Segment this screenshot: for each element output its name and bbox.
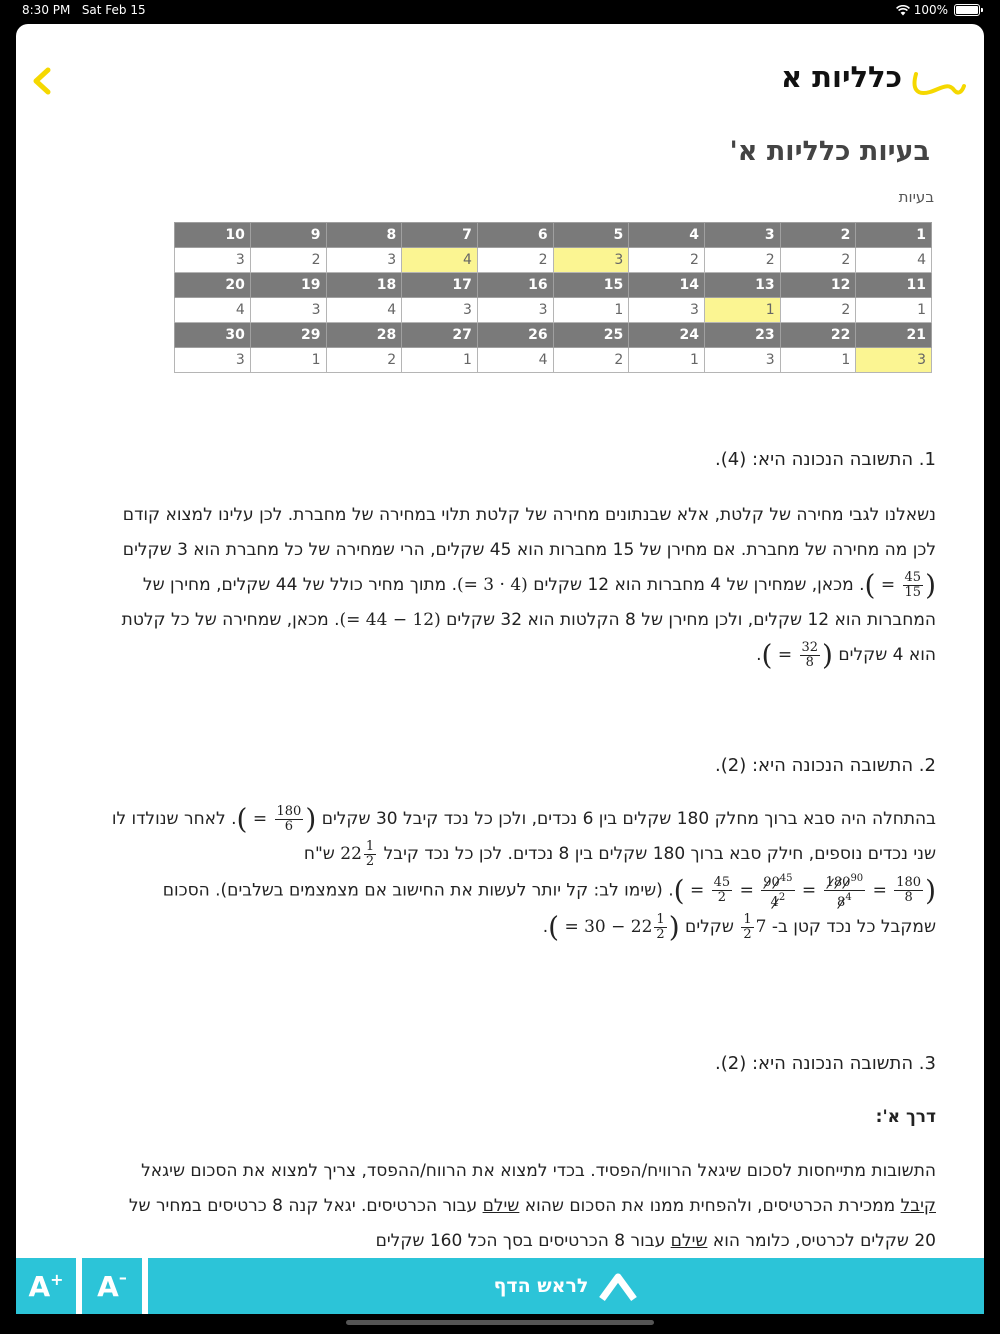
status-bar <box>0 0 1000 22</box>
question-number-cell: 21 <box>856 323 932 348</box>
answer-cell: 4 <box>402 248 478 273</box>
q2-math-30-22: ( = 30 − 22 $\frac{1}{2}$ ) <box>548 910 680 944</box>
question-number-cell: 8 <box>326 223 402 248</box>
question-number-cell: 20 <box>175 273 251 298</box>
question-number-cell: 1 <box>856 223 932 248</box>
answer-cell: 2 <box>553 348 629 373</box>
answer-cell: 4 <box>477 348 553 373</box>
question-number-cell: 12 <box>780 273 856 298</box>
answer-cell: 4 <box>175 298 251 323</box>
question-number-cell: 7 <box>402 223 478 248</box>
answer-cell: 2 <box>780 248 856 273</box>
answer-cell: 3 <box>856 348 932 373</box>
answer-cell: 3 <box>629 298 705 323</box>
answer-cell: 3 <box>175 248 251 273</box>
answer-cell: 2 <box>326 348 402 373</box>
q2-math-one-half: $\frac{1}{2}$ 7 <box>743 911 767 942</box>
question-number-cell: 23 <box>704 323 780 348</box>
answer-cell: 3 <box>704 348 780 373</box>
q3-heading: 3. התשובה הנכונה היא: (2). <box>715 1053 936 1074</box>
scroll-to-top-label: לראש הדף <box>493 1275 589 1297</box>
answer-cell: 3 <box>553 248 629 273</box>
bottom-toolbar <box>16 1258 984 1314</box>
answer-cell: 4 <box>326 298 402 323</box>
answers-table <box>174 222 932 373</box>
question-number-cell: 26 <box>477 323 553 348</box>
answer-cell: 2 <box>250 248 326 273</box>
question-number-cell: 9 <box>250 223 326 248</box>
q1-math-45-15: ( = $\frac{45}{15}$ ) <box>864 568 936 602</box>
answer-cell: 3 <box>175 348 251 373</box>
q2-heading: 2. התשובה הנכונה היא: (2). <box>715 755 936 776</box>
q2-explanation: בהתחלה היה סבא ברוך מחלק 180 שקלים בין 6 נכדים, ולכן כל נכד קיבל 30 שקלים ( = $\frac{180}{6}$ ). לאחר שנולדו לו שני נכדים נוספים, חילק סבא ברוך 180 שקלים בין 8 נכדים. לכן כל נכד קיבל 22 $\frac{1}{2}$ ש"ח ( = $\frac{45}{2}$ = $\frac{90^{45}}{4^2}$ = $\frac{180^{90}}{8^4}$ = $\frac{180}{8}$ ). (שימו לב: קל יותר לעשות את החישוב אם מצמצמים בשלבים). הסכום שמקבל כל נכד קטן ב- $\frac{1}{2}$ 7 שקלים ( = 30 − 22 $\frac{1}{2}$ ). <box>111 802 936 944</box>
q2-math-180-6: ( = $\frac{180}{6}$ ) <box>236 802 317 836</box>
chevron-up-icon <box>598 1269 638 1303</box>
answer-cell: 1 <box>780 348 856 373</box>
font-decrease-button[interactable]: A – <box>97 1267 127 1303</box>
q3-way-label: דרך א': <box>875 1107 936 1127</box>
question-number-cell: 16 <box>477 273 553 298</box>
battery-icon <box>954 4 980 16</box>
q3-explanation: התשובות מתייחסות לסכום שיגאל הרוויח/הפסיד. בכדי למצוא את הרווח/ההפסד, צריך למצוא את הסכום שיגאל קיבל ממכירת הכרטיסים, ולהפחית ממנו את הסכום שהוא שילם עבור הכרטיסים. יגאל קנה 8 כרטיסים במחיר של 20 שקלים לכרטיס, כלומר הוא שילם עבור 8 הכרטיסים בסך הכל 160 שקלים <box>128 1161 936 1251</box>
question-number-cell: 5 <box>553 223 629 248</box>
question-number-cell: 4 <box>629 223 705 248</box>
wifi-icon <box>896 5 910 16</box>
question-number-cell: 2 <box>780 223 856 248</box>
question-number-cell: 15 <box>553 273 629 298</box>
status-right <box>896 3 980 17</box>
answer-cell: 1 <box>553 298 629 323</box>
q2-math-reduction: ( = $\frac{45}{2}$ = $\frac{90^{45}}{4^2}$ = $\frac{180^{90}}{8^4}$ = $\frac{180}{8}$ ) <box>673 873 936 910</box>
font-increase-button[interactable]: A + <box>28 1269 64 1303</box>
answer-cell: 3 <box>402 298 478 323</box>
answer-cell: 1 <box>629 348 705 373</box>
answer-cell: 1 <box>250 348 326 373</box>
answer-cell: 1 <box>402 348 478 373</box>
question-number-cell: 24 <box>629 323 705 348</box>
q2-math-22-half: 22 $\frac{1}{2}$ <box>340 839 375 869</box>
question-number-cell: 17 <box>402 273 478 298</box>
app-title: כלליות א <box>780 60 902 94</box>
answer-cell: 2 <box>704 248 780 273</box>
answer-cell: 4 <box>856 248 932 273</box>
status-time: 8:30 PM Sat Feb 15 <box>22 3 146 17</box>
question-number-cell: 13 <box>704 273 780 298</box>
back-chevron-icon[interactable] <box>26 64 56 98</box>
answer-cell: 3 <box>250 298 326 323</box>
answer-cell: 2 <box>477 248 553 273</box>
question-number-cell: 11 <box>856 273 932 298</box>
answer-cell: 3 <box>477 298 553 323</box>
q1-heading: 1. התשובה הנכונה היא: (4). <box>715 449 936 470</box>
question-number-cell: 22 <box>780 323 856 348</box>
q1-math-32-8: ( = $\frac{32}{8}$ ) <box>761 638 833 672</box>
page-title: בעיות כלליות א' <box>729 136 930 167</box>
question-number-cell: 18 <box>326 273 402 298</box>
question-number-cell: 10 <box>175 223 251 248</box>
answer-cell: 2 <box>780 298 856 323</box>
question-number-cell: 3 <box>704 223 780 248</box>
answer-cell: 1 <box>856 298 932 323</box>
q1-math-44-12: (= 44 − 12) <box>339 610 441 630</box>
answer-cell: 2 <box>629 248 705 273</box>
question-number-cell: 25 <box>553 323 629 348</box>
answer-cell: 1 <box>704 298 780 323</box>
question-number-cell: 19 <box>250 273 326 298</box>
scroll-to-top-button[interactable] <box>148 1258 984 1314</box>
question-number-cell: 28 <box>326 323 402 348</box>
q1-explanation: נשאלנו לגבי מחירה של קלטת, אלא שבנתונים מחירה של קלטת תלוי במחירה של מחברת. לכן עלינו למצוא קודם לכן מה מחירה של מחברת. אם מחירן של 15 מחברות הוא 45 שקלים, הרי שמחירה של כל מחברת הוא 3 שקלים ( = $\frac{45}{15}$ ). מכאן, שמחירן של 4 מחברות הוא 12 שקלים (= 3 · 4). מתוך מחיר כולל של 44 שקלים, מחירן של המחברות הוא 12 שקלים, ולכן מחירן של 8 הקלטות הוא 32 שקלים (= 44 − 12). מכאן, שמחירה של כל קלטת הוא 4 שקלים ( = $\frac{32}{8}$ ). <box>121 505 936 672</box>
breadcrumb: בעיות <box>898 188 934 206</box>
question-number-cell: 30 <box>175 323 251 348</box>
question-number-cell: 27 <box>402 323 478 348</box>
home-indicator <box>346 1320 654 1325</box>
question-number-cell: 6 <box>477 223 553 248</box>
battery-percent: 100% <box>913 3 948 17</box>
logo-swoosh-icon <box>910 68 966 100</box>
content-sheet <box>16 24 984 1314</box>
question-number-cell: 29 <box>250 323 326 348</box>
answer-cell: 3 <box>326 248 402 273</box>
q1-math-3x4: (= 3 · 4) <box>457 575 528 595</box>
question-number-cell: 14 <box>629 273 705 298</box>
